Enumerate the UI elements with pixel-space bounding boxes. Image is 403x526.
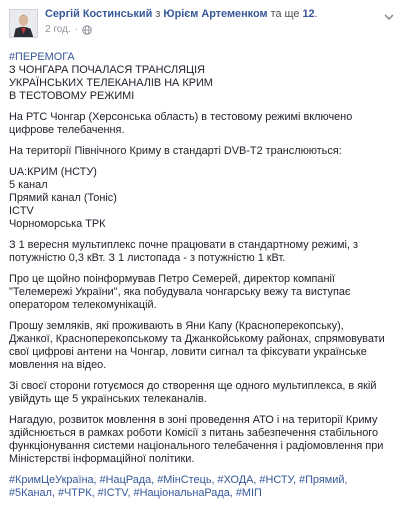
paragraph-line: функціонування системи національного телебачення і радіомовлення при [9,440,384,452]
paragraph-line: На території Північного Криму в стандарті DVB-T2 транслюються: [9,145,342,157]
chevron-down-icon[interactable] [383,12,395,22]
paragraph-line: мовлення на відео. [9,359,107,371]
paragraph [9,414,395,466]
paragraph-line: Джанкої, Красноперекопському та Джанкойському районах, спрямовувати [9,333,385,345]
paragraph-line: Нагадую, розвиток мовлення в зоні проведення АТО і на території Криму [9,414,378,426]
paragraph [9,320,395,372]
channel-item: Чорноморська ТРК [9,218,106,230]
paragraph-line: увійдуть ще 5 українських телеканалів. [9,393,207,405]
paragraph [9,239,395,265]
meta-separator: · [74,24,79,35]
paragraph-line: Про це щойно поінформував Петро Семерей, директор компанії [9,273,335,285]
post-title [9,51,395,103]
hashtag-links[interactable]: #КримЦеУкраїна, #НацРада, #МінСтець, #ХОДА, #НСТУ, #Прямий, [9,474,348,486]
paragraph-line: На РТС Чонгар (Херсонська область) в тестовому режимі включено [9,111,353,123]
tagged-person-link[interactable]: Юрієм Артеменком [163,8,268,20]
paragraph-line: свої цифрові антени на Чонгар, ловити сигнал та фіксувати українське [9,346,367,358]
paragraph-line: Зі своєї сторони готуємося до створення ще одного мультиплекса, в якій [9,380,377,392]
globe-icon[interactable] [82,25,92,35]
hashtag-link[interactable]: #ПЕРЕМОГА [9,51,75,63]
post-author-line [45,8,318,21]
post-header-text [45,8,318,36]
channel-item: Прямий канал (Тоніс) [9,192,117,204]
title-line: В ТЕСТОВОМУ РЕЖИМІ [9,90,135,102]
title-line: З ЧОНГАРА ПОЧАЛАСЯ ТРАНСЛЯЦІЯ [9,64,205,76]
period: . [314,8,318,20]
paragraph-line: цифрове телебачення. [9,124,125,136]
paragraph-line: потужністю 0,3 кВт. З 1 листопада - з потужністю 1 кВт. [9,252,286,264]
avatar[interactable] [9,9,38,38]
post-body [9,51,395,500]
paragraph [9,145,395,158]
paragraph-line: оператором телекомунікацій. [9,299,157,311]
author-name-link[interactable]: Сергій Костинський [45,8,153,20]
and-others-text: та ще [270,8,300,20]
paragraph-line: Прошу земляків, які проживають в Яни Капу (Красноперекопську), [9,320,344,332]
channel-list [9,166,395,231]
paragraph [9,111,395,137]
with-text: з [155,8,161,20]
paragraph-line: "Телемережі України", яка побудувала чонгарську вежу та виступає [9,286,351,298]
paragraph-line: З 1 вересня мультиплекс почне працювати в стандартному режимі, з [9,239,358,251]
post-meta [45,24,318,36]
hashtag-list [9,474,395,500]
post-header [9,8,395,46]
channel-item: ICTV [9,205,34,217]
channel-item: 5 канал [9,179,48,191]
paragraph [9,380,395,406]
avatar-portrait-icon [10,10,37,37]
hashtag-links[interactable]: #5Канал, #ЧТРК, #ICTV, #НаціональнаРада, #МІП [9,487,262,499]
paragraph-line: здійснюється в рамках роботи Комісії з питань забезпечення стабільного [9,427,379,439]
channel-item: UA:КРИМ (НСТУ) [9,166,97,178]
title-line: УКРАЇНСЬКИХ ТЕЛЕКАНАЛІВ НА КРИМ [9,77,213,89]
timestamp-link[interactable]: 2 год. [45,24,71,35]
others-count-link[interactable]: 12 [302,8,315,20]
paragraph [9,273,395,312]
paragraph-line: Міністерстві інформаційної політики. [9,453,195,465]
